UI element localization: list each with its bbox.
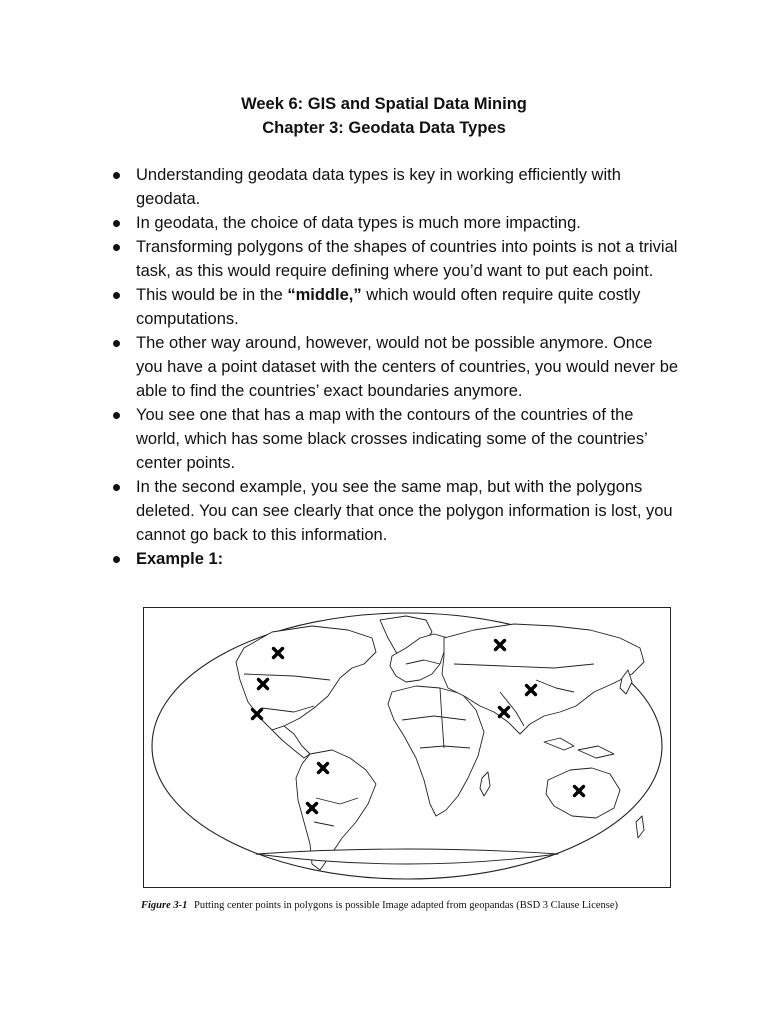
bullet-text: Understanding geodata data types is key in working efficiently with geodata. [136, 166, 621, 208]
world-map-figure [143, 607, 671, 888]
chapter-title: Chapter 3: Geodata Data Types [262, 119, 506, 137]
new-zealand-shape [636, 816, 644, 838]
bullet-item [112, 331, 682, 403]
bullet-text-post: which would often require quite costly computations. [136, 286, 641, 328]
world-map [144, 608, 670, 887]
figure-label: Figure 3-1 [141, 900, 188, 911]
bullet-item [112, 475, 682, 547]
bullet-text-bold: “middle,” [287, 286, 362, 304]
bullet-item [112, 163, 682, 211]
figure-caption [141, 900, 701, 911]
bullet-item [112, 283, 682, 331]
bullet-text-pre: This would be in the [136, 286, 288, 304]
bullet-item [112, 235, 682, 283]
bullet-item [112, 547, 682, 571]
bullet-list [112, 163, 682, 571]
document-title: Week 6: GIS and Spatial Data Mining [241, 95, 527, 113]
bullet-text: In geodata, the choice of data types is much more impacting. [136, 214, 581, 232]
figure-caption-text: Putting center points in polygons is possible Image adapted from geopandas (BSD 3 Clause License) [194, 900, 619, 911]
example-label: Example 1: [136, 550, 224, 568]
bullet-item [112, 211, 682, 235]
bullet-item [112, 403, 682, 475]
bullet-text: You see one that has a map with the contours of the countries of the world, which has some black crosses indicating some of the countries’ center points. [136, 406, 648, 472]
bullet-text: The other way around, however, would not be possible anymore. Once you have a point dataset with the centers of countries, you would never be able to find the countries’ exact boundaries anymore. [136, 334, 679, 400]
bullet-text: Transforming polygons of the shapes of countries into points is not a trivial task, as this would require defining where you’d want to put each point. [136, 238, 678, 280]
bullet-text: In the second example, you see the same map, but with the polygons deleted. You can see clearly that once the polygon information is lost, you cannot go back to this information. [136, 478, 673, 544]
